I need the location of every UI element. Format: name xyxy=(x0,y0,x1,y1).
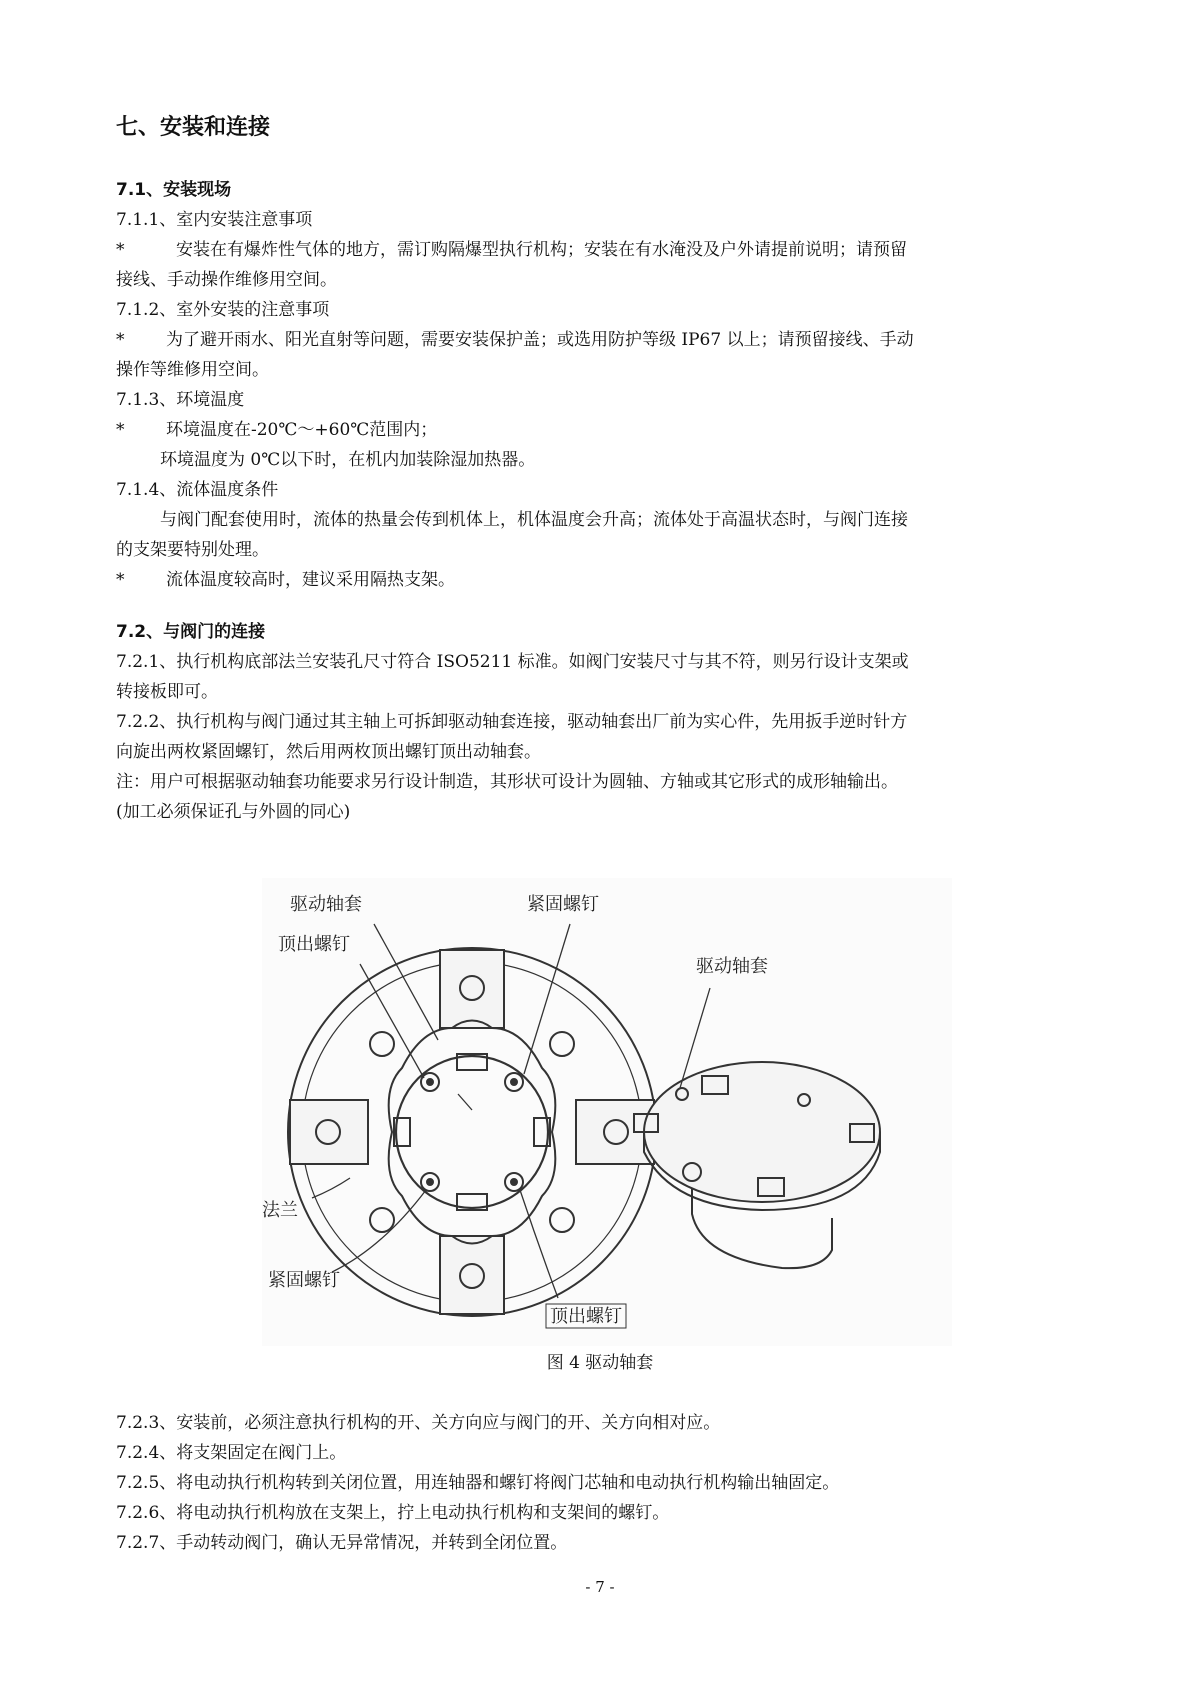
bullet-mark: * xyxy=(116,330,125,350)
bullet-mark: * xyxy=(116,570,125,590)
note-line: (加工必须保证孔与外圆的同心) xyxy=(116,802,351,822)
figure-caption: 图 4 驱动轴套 xyxy=(546,1353,654,1373)
paragraph-line: 与阀门配套使用时，流体的热量会传到机体上，机体温度会升高；流体处于高温状态时，与阀门连接 xyxy=(160,510,908,530)
item-title-7-1-2: 7.1.2、室外安装的注意事项 xyxy=(116,300,330,320)
page-number: - 7 - xyxy=(585,1578,615,1596)
section-heading: 七、安装和连接 xyxy=(116,115,271,140)
paragraph-line: 7.2.4、将支架固定在阀门上。 xyxy=(116,1443,347,1463)
bullet-7-1-1 xyxy=(116,235,1096,265)
bullet-text: 环境温度在-20℃～+60℃范围内； xyxy=(166,420,438,440)
paragraph-line: 7.2.2、执行机构与阀门通过其主轴上可拆卸驱动轴套连接，驱动轴套出厂前为实心件，先用扳手逆时针方 xyxy=(116,712,908,732)
lug-bottom xyxy=(440,1236,504,1314)
item-title-7-1-4: 7.1.4、流体温度条件 xyxy=(116,480,279,500)
subsection-title-7-2: 7.2、与阀门的连接 xyxy=(116,622,266,642)
label-fastening-screw: 紧固螺钉 xyxy=(268,1270,340,1291)
subsection-title-7-1: 7.1、安装现场 xyxy=(116,180,232,200)
bullet-text: 安装在有爆炸性气体的地方，需订购隔爆型执行机构；安装在有水淹没及户外请提前说明；请预留 xyxy=(176,240,907,260)
drive-sleeve-figure xyxy=(262,878,952,1346)
paragraph-line: 的支架要特别处理。 xyxy=(116,540,269,560)
bullet-text: 流体温度较高时，建议采用隔热支架。 xyxy=(166,570,455,590)
bullet-7-1-3 xyxy=(116,415,1096,445)
steps-after-figure xyxy=(116,1408,1096,1558)
paragraph-line: 7.2.3、安装前，必须注意执行机构的开、关方向应与阀门的开、关方向相对应。 xyxy=(116,1413,721,1433)
lug-top xyxy=(440,950,504,1028)
paragraph-line: 7.2.5、将电动执行机构转到关闭位置，用连轴器和螺钉将阀门芯轴和电动执行机构输出轴固定。 xyxy=(116,1473,840,1493)
lug-left xyxy=(290,1100,368,1164)
sleeve-top-disc xyxy=(644,1062,880,1202)
paragraph-line: 向旋出两枚紧固螺钉，然后用两枚顶出螺钉顶出动轴套。 xyxy=(116,742,541,762)
label-drive-sleeve: 驱动轴套 xyxy=(290,894,362,915)
item-title-7-1-1: 7.1.1、室内安装注意事项 xyxy=(116,210,313,230)
label-ejector-screw: 顶出螺钉 xyxy=(550,1306,622,1327)
label-drive-sleeve: 驱动轴套 xyxy=(696,956,768,977)
bullet-mark: * xyxy=(116,240,125,260)
paragraph-line: 环境温度为 0℃以下时，在机内加装除湿加热器。 xyxy=(160,450,536,470)
paragraph-line: 7.2.6、将电动执行机构放在支架上，拧上电动执行机构和支架间的螺钉。 xyxy=(116,1503,670,1523)
main-content xyxy=(116,110,1096,827)
bullet-mark: * xyxy=(116,420,125,440)
label-fastening-screw: 紧固螺钉 xyxy=(527,894,599,915)
drive-sleeve-drawing xyxy=(262,878,952,1346)
bullet-7-1-2 xyxy=(116,325,1096,355)
paragraph-line: 转接板即可。 xyxy=(116,682,218,702)
label-ejector-screw: 顶出螺钉 xyxy=(278,934,350,955)
label-flange: 法兰 xyxy=(262,1200,298,1221)
paragraph-line: 操作等维修用空间。 xyxy=(116,360,269,380)
paragraph-line: 7.2.7、手动转动阀门，确认无异常情况，并转到全闭位置。 xyxy=(116,1533,568,1553)
item-title-7-1-3: 7.1.3、环境温度 xyxy=(116,390,245,410)
bullet-text: 为了避开雨水、阳光直射等问题，需要安装保护盖；或选用防护等级 IP67 以上；请预留接线、手动 xyxy=(166,330,914,350)
note-line: 注：用户可根据驱动轴套功能要求另行设计制造，其形状可设计为圆轴、方轴或其它形式的成形轴输出。 xyxy=(116,772,898,792)
paragraph-line: 7.2.1、执行机构底部法兰安装孔尺寸符合 ISO5211 标准。如阀门安装尺寸与其不符，则另行设计支架或 xyxy=(116,652,909,672)
bullet-7-1-4 xyxy=(116,565,1096,595)
paragraph-line: 接线、手动操作维修用空间。 xyxy=(116,270,337,290)
